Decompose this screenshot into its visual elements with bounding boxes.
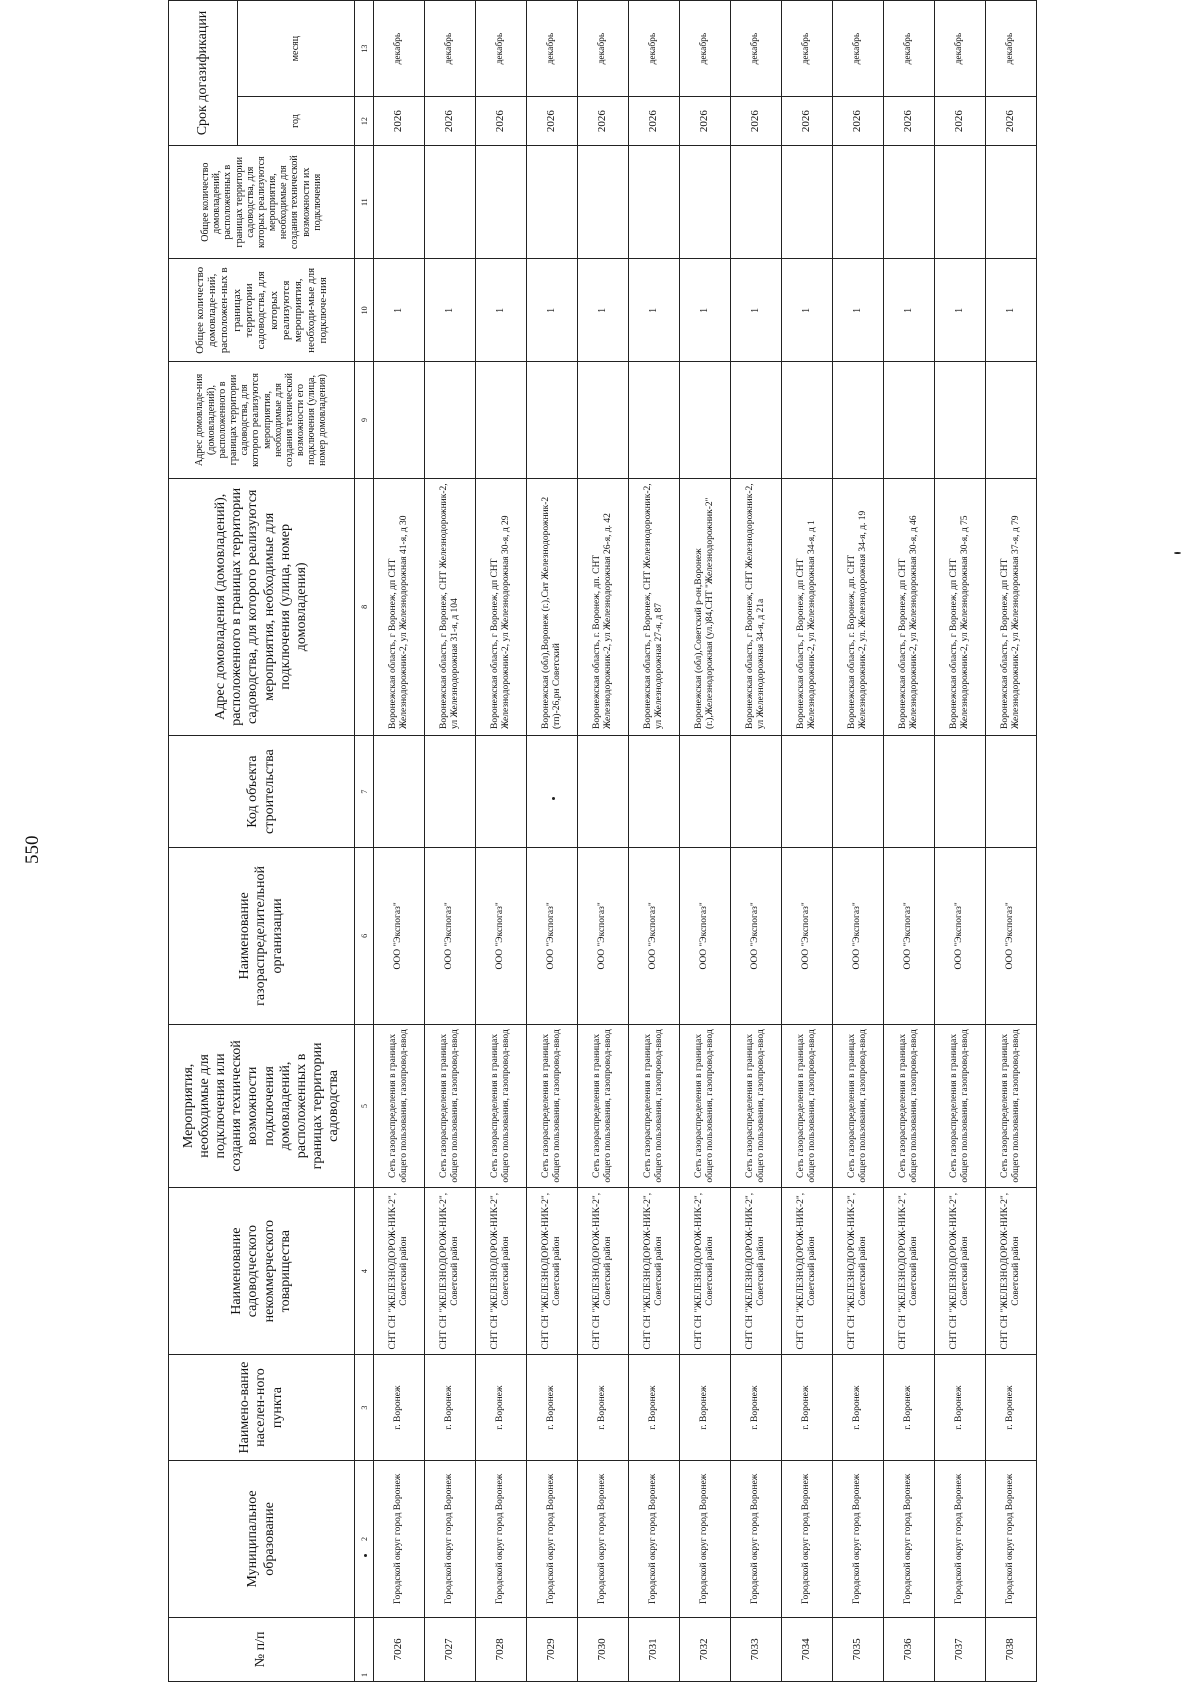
address-cell: Воронежская область, г Воронеж, дп СНТ Железнодорожник-2, ул Железнодорожная 37-я, д 79 xyxy=(986,478,1037,735)
year-cell: 2026 xyxy=(986,97,1037,146)
column-number-cell: 10 xyxy=(355,259,374,362)
address-cell: Воронежская область, г. Воронеж, дп. СНТ Железнодорожник-2, ул. Железнодорожная 34-я, д. 19 xyxy=(833,478,884,735)
object-code-cell xyxy=(629,735,680,847)
activity-cell: Сеть газораспределения в границах общего пользования, газопровод-ввод xyxy=(629,1024,680,1188)
address-cell: Воронежская область, г Воронеж, дп СНТ Железнодорожник-2, ул Железнодорожная 30-я, д 29 xyxy=(476,478,527,735)
column-number-cell: 6 xyxy=(355,848,374,1024)
table-row xyxy=(527,1,578,1682)
municipality-cell: Городской округ город Воронеж xyxy=(527,1461,578,1618)
column-number-cell: 4 xyxy=(355,1188,374,1355)
gdo-cell: ООО "Экспогаз" xyxy=(476,848,527,1024)
row-number-cell: 7028 xyxy=(476,1617,527,1681)
gdo-cell: ООО "Экспогаз" xyxy=(986,848,1037,1024)
count-connect-cell: 1 xyxy=(935,259,986,362)
table-row xyxy=(986,1,1037,1682)
count-tech-cell xyxy=(884,145,935,258)
address-tech-cell xyxy=(629,362,680,478)
activity-cell: Сеть газораспределения в границах общего пользования, газопровод-ввод xyxy=(782,1024,833,1188)
gdo-cell: ООО "Экспогаз" xyxy=(731,848,782,1024)
row-number-cell: 7032 xyxy=(680,1617,731,1681)
address-cell: Воронежская область, г Воронеж, дп СНТ Железнодорожник-2, ул Железнодорожная 30-я, д 75 xyxy=(935,478,986,735)
month-cell: декабрь xyxy=(935,1,986,97)
object-code-cell xyxy=(578,735,629,847)
address-tech-cell xyxy=(680,362,731,478)
partnership-cell: СНТ СН "ЖЕЛЕЗНОДОРОЖ-НИК-2", Советский район xyxy=(731,1188,782,1355)
object-code-cell xyxy=(884,735,935,847)
gdo-cell: ООО "Экспогаз" xyxy=(425,848,476,1024)
year-cell: 2026 xyxy=(884,97,935,146)
header-month: месяц xyxy=(238,1,355,97)
address-tech-cell xyxy=(374,362,425,478)
partnership-cell: СНТ СН "ЖЕЛЕЗНОДОРОЖ-НИК-2", Советский район xyxy=(476,1188,527,1355)
address-cell: Воронежская область, г Воронеж, дп СНТ Железнодорожник-2, ул Железнодорожная 34-я, д 1 xyxy=(782,478,833,735)
row-number-cell: 7031 xyxy=(629,1617,680,1681)
municipality-cell: Городской округ город Воронеж xyxy=(680,1461,731,1618)
activity-cell: Сеть газораспределения в границах общего пользования, газопровод-ввод xyxy=(374,1024,425,1188)
partnership-cell: СНТ СН "ЖЕЛЕЗНОДОРОЖ-НИК-2", Советский район xyxy=(578,1188,629,1355)
address-tech-cell xyxy=(782,362,833,478)
object-code-cell xyxy=(425,735,476,847)
municipality-cell: Городской округ город Воронеж xyxy=(986,1461,1037,1618)
municipality-cell: Городской округ город Воронеж xyxy=(884,1461,935,1618)
activity-cell: Сеть газораспределения в границах общего пользования, газопровод-ввод xyxy=(986,1024,1037,1188)
column-number-row xyxy=(355,1,374,1682)
scan-dot xyxy=(1174,552,1181,554)
settlement-cell: г. Воронеж xyxy=(782,1355,833,1461)
month-cell: декабрь xyxy=(629,1,680,97)
settlement-cell: г. Воронеж xyxy=(935,1355,986,1461)
header-municipality: Муниципальное образование xyxy=(169,1461,355,1618)
partnership-cell: СНТ СН "ЖЕЛЕЗНОДОРОЖ-НИК-2", Советский район xyxy=(884,1188,935,1355)
count-tech-cell xyxy=(986,145,1037,258)
count-tech-cell xyxy=(425,145,476,258)
row-number-cell: 7034 xyxy=(782,1617,833,1681)
settlement-cell: г. Воронеж xyxy=(374,1355,425,1461)
year-cell: 2026 xyxy=(629,97,680,146)
month-cell: декабрь xyxy=(578,1,629,97)
year-cell: 2026 xyxy=(578,97,629,146)
settlement-cell: г. Воронеж xyxy=(884,1355,935,1461)
year-cell: 2026 xyxy=(374,97,425,146)
address-tech-cell xyxy=(884,362,935,478)
year-cell: 2026 xyxy=(476,97,527,146)
column-number-cell: 9 xyxy=(355,362,374,478)
month-cell: декабрь xyxy=(680,1,731,97)
header-address-tech: Адрес домовладе-ния (домовладений), расположенного в границах территории садоводства, для которого реализуются мероприятия, необходимые для создания технической возможности его подключения (улица, номер домовладения) xyxy=(169,362,355,478)
year-cell: 2026 xyxy=(833,97,884,146)
count-connect-cell: 1 xyxy=(731,259,782,362)
partnership-cell: СНТ СН "ЖЕЛЕЗНОДОРОЖ-НИК-2", Советский район xyxy=(425,1188,476,1355)
municipality-cell: Городской округ город Воронеж xyxy=(476,1461,527,1618)
month-cell: декабрь xyxy=(986,1,1037,97)
object-code-cell xyxy=(782,735,833,847)
column-number-cell: 8 xyxy=(355,478,374,735)
header-num: № п/п xyxy=(169,1617,355,1681)
header-deadline: Срок догазификации xyxy=(169,1,238,146)
count-tech-cell xyxy=(935,145,986,258)
municipality-cell: Городской округ город Воронеж xyxy=(833,1461,884,1618)
address-cell: Воронежская область, г Воронеж, дп СНТ Железнодорожник-2, ул Железнодорожная 41-я, д 30 xyxy=(374,478,425,735)
count-tech-cell xyxy=(527,145,578,258)
municipality-cell: Городской округ город Воронеж xyxy=(578,1461,629,1618)
gdo-cell: ООО "Экспогаз" xyxy=(884,848,935,1024)
month-cell: декабрь xyxy=(527,1,578,97)
header-address: Адрес домовладения (домовладений), расположенного в границах территории садоводства, для которого реализуются мероприятия, необходимые для подключения (улица, номер домовладения) xyxy=(169,478,355,735)
rotated-sheet xyxy=(112,0,1200,1707)
activity-cell: Сеть газораспределения в границах общего пользования, газопровод-ввод xyxy=(935,1024,986,1188)
activity-cell: Сеть газораспределения в границах общего пользования, газопровод-ввод xyxy=(884,1024,935,1188)
activity-cell: Сеть газораспределения в границах общего пользования, газопровод-ввод xyxy=(833,1024,884,1188)
table-row xyxy=(578,1,629,1682)
row-number-cell: 7037 xyxy=(935,1617,986,1681)
gdo-cell: ООО "Экспогаз" xyxy=(629,848,680,1024)
address-cell: Воронежская область, г Воронеж, СНТ Железнодорожник-2, ул Железнодорожная 34-я, д 21а xyxy=(731,478,782,735)
count-connect-cell: 1 xyxy=(476,259,527,362)
row-number-cell: 7038 xyxy=(986,1617,1037,1681)
address-tech-cell xyxy=(527,362,578,478)
month-cell: декабрь xyxy=(884,1,935,97)
count-connect-cell: 1 xyxy=(629,259,680,362)
settlement-cell: г. Воронеж xyxy=(425,1355,476,1461)
table-row xyxy=(833,1,884,1682)
table-row xyxy=(680,1,731,1682)
table-row xyxy=(425,1,476,1682)
row-number-cell: 7033 xyxy=(731,1617,782,1681)
table-row xyxy=(374,1,425,1682)
column-number-cell: 5 xyxy=(355,1024,374,1188)
address-cell: Воронежская область, г Воронеж, дп СНТ Железнодорожник-2, ул Железнодорожная 30-я, д 46 xyxy=(884,478,935,735)
address-tech-cell xyxy=(731,362,782,478)
header-object-code: Код объекта строительства xyxy=(169,735,355,847)
settlement-cell: г. Воронеж xyxy=(629,1355,680,1461)
row-number-cell: 7035 xyxy=(833,1617,884,1681)
month-cell: декабрь xyxy=(782,1,833,97)
count-connect-cell: 1 xyxy=(884,259,935,362)
header-settlement: Наимено-вание населен-ного пункта xyxy=(169,1355,355,1461)
year-cell: 2026 xyxy=(731,97,782,146)
count-tech-cell xyxy=(833,145,884,258)
column-number-cell: 2 xyxy=(355,1461,374,1618)
partnership-cell: СНТ СН "ЖЕЛЕЗНОДОРОЖ-НИК-2", Советский район xyxy=(935,1188,986,1355)
activity-cell: Сеть газораспределения в границах общего пользования, газопровод-ввод xyxy=(578,1024,629,1188)
object-code-cell xyxy=(374,735,425,847)
gdo-cell: ООО "Экспогаз" xyxy=(935,848,986,1024)
month-cell: декабрь xyxy=(476,1,527,97)
column-number-cell: 7 xyxy=(355,735,374,847)
partnership-cell: СНТ СН "ЖЕЛЕЗНОДОРОЖ-НИК-2", Советский район xyxy=(527,1188,578,1355)
settlement-cell: г. Воронеж xyxy=(833,1355,884,1461)
object-code-cell xyxy=(935,735,986,847)
object-code-cell xyxy=(731,735,782,847)
header-row xyxy=(169,1,238,1682)
table-body xyxy=(374,1,1037,1682)
partnership-cell: СНТ СН "ЖЕЛЕЗНОДОРОЖ-НИК-2", Советский район xyxy=(680,1188,731,1355)
address-cell: Воронежская (обл),Воронеж (г.),Снт Железнодорожник-2 (тп)-26,рн Советский xyxy=(527,478,578,735)
address-tech-cell xyxy=(833,362,884,478)
address-tech-cell xyxy=(935,362,986,478)
column-number-cell: 11 xyxy=(355,145,374,258)
settlement-cell: г. Воронеж xyxy=(527,1355,578,1461)
year-cell: 2026 xyxy=(680,97,731,146)
municipality-cell: Городской округ город Воронеж xyxy=(374,1461,425,1618)
count-tech-cell xyxy=(680,145,731,258)
column-number-cell: 13 xyxy=(355,1,374,97)
settlement-cell: г. Воронеж xyxy=(680,1355,731,1461)
count-connect-cell: 1 xyxy=(425,259,476,362)
object-code-cell xyxy=(527,735,578,847)
activity-cell: Сеть газораспределения в границах общего пользования, газопровод-ввод xyxy=(425,1024,476,1188)
object-code-cell xyxy=(680,735,731,847)
address-tech-cell xyxy=(986,362,1037,478)
address-cell: Воронежская область, г Воронеж, СНТ Железнодорожник-2, ул Железнодорожная 27-я, д 87 xyxy=(629,478,680,735)
partnership-cell: СНТ СН "ЖЕЛЕЗНОДОРОЖ-НИК-2", Советский район xyxy=(374,1188,425,1355)
count-tech-cell xyxy=(731,145,782,258)
header-gdo: Наименование газораспределительной организации xyxy=(169,848,355,1024)
month-cell: декабрь xyxy=(833,1,884,97)
year-cell: 2026 xyxy=(935,97,986,146)
header-activities: Мероприятия, необходимые для подключения или создания технической возможности подключения домовладений, расположенных в границах территории садоводства xyxy=(169,1024,355,1188)
table-row xyxy=(884,1,935,1682)
row-number-cell: 7027 xyxy=(425,1617,476,1681)
activity-cell: Сеть газораспределения в границах общего пользования, газопровод-ввод xyxy=(527,1024,578,1188)
municipality-cell: Городской округ город Воронеж xyxy=(782,1461,833,1618)
row-number-cell: 7036 xyxy=(884,1617,935,1681)
gdo-cell: ООО "Экспогаз" xyxy=(680,848,731,1024)
row-number-cell: 7026 xyxy=(374,1617,425,1681)
activity-cell: Сеть газораспределения в границах общего пользования, газопровод-ввод xyxy=(680,1024,731,1188)
address-tech-cell xyxy=(425,362,476,478)
activity-cell: Сеть газораспределения в границах общего пользования, газопровод-ввод xyxy=(476,1024,527,1188)
count-tech-cell xyxy=(578,145,629,258)
settlement-cell: г. Воронеж xyxy=(476,1355,527,1461)
column-number-cell: 12 xyxy=(355,97,374,146)
municipality-cell: Городской округ город Воронеж xyxy=(629,1461,680,1618)
partnership-cell: СНТ СН "ЖЕЛЕЗНОДОРОЖ-НИК-2", Советский район xyxy=(782,1188,833,1355)
gasification-register-table xyxy=(168,0,1037,1682)
count-connect-cell: 1 xyxy=(527,259,578,362)
column-number-cell: 3 xyxy=(355,1355,374,1461)
count-tech-cell xyxy=(374,145,425,258)
address-cell: Воронежская (обл),Советский р-он,Воронеж (г.),Железнодорожная (ул.)84,СНТ "Железнодорожник-2" xyxy=(680,478,731,735)
column-number-cell: 1 xyxy=(355,1617,374,1681)
count-tech-cell xyxy=(476,145,527,258)
header-year: год xyxy=(238,97,355,146)
count-connect-cell: 1 xyxy=(833,259,884,362)
gdo-cell: ООО "Экспогаз" xyxy=(782,848,833,1024)
row-number-cell: 7029 xyxy=(527,1617,578,1681)
row-number-cell: 7030 xyxy=(578,1617,629,1681)
count-connect-cell: 1 xyxy=(374,259,425,362)
count-connect-cell: 1 xyxy=(578,259,629,362)
gdo-cell: ООО "Экспогаз" xyxy=(527,848,578,1024)
settlement-cell: г. Воронеж xyxy=(731,1355,782,1461)
gdo-cell: ООО "Экспогаз" xyxy=(374,848,425,1024)
header-count-connect: Общее количество домовладе-ний, расположен-ных в границах территории садоводства, для которых реализуются мероприятия, необходи-мые для подключе-ния xyxy=(169,259,355,362)
table-row xyxy=(782,1,833,1682)
month-cell: декабрь xyxy=(374,1,425,97)
municipality-cell: Городской округ город Воронеж xyxy=(425,1461,476,1618)
count-connect-cell: 1 xyxy=(680,259,731,362)
object-code-cell xyxy=(476,735,527,847)
partnership-cell: СНТ СН "ЖЕЛЕЗНОДОРОЖ-НИК-2", Советский район xyxy=(986,1188,1037,1355)
activity-cell: Сеть газораспределения в границах общего пользования, газопровод-ввод xyxy=(731,1024,782,1188)
count-connect-cell: 1 xyxy=(986,259,1037,362)
count-tech-cell xyxy=(782,145,833,258)
object-code-cell xyxy=(833,735,884,847)
address-tech-cell xyxy=(578,362,629,478)
table-row xyxy=(476,1,527,1682)
municipality-cell: Городской округ город Воронеж xyxy=(731,1461,782,1618)
page-number: 550 xyxy=(22,835,43,864)
year-cell: 2026 xyxy=(425,97,476,146)
count-connect-cell: 1 xyxy=(782,259,833,362)
month-cell: декабрь xyxy=(731,1,782,97)
municipality-cell: Городской округ город Воронеж xyxy=(935,1461,986,1618)
year-cell: 2026 xyxy=(782,97,833,146)
object-code-cell xyxy=(986,735,1037,847)
address-tech-cell xyxy=(476,362,527,478)
month-cell: декабрь xyxy=(425,1,476,97)
partnership-cell: СНТ СН "ЖЕЛЕЗНОДОРОЖ-НИК-2", Советский район xyxy=(629,1188,680,1355)
header-count-tech: Общее количество домовладений, расположенных в границах территории садоводства, для которых реализуются мероприятия, необходимые для создания технической возможности их подключения xyxy=(169,145,355,258)
gdo-cell: ООО "Экспогаз" xyxy=(833,848,884,1024)
partnership-cell: СНТ СН "ЖЕЛЕЗНОДОРОЖ-НИК-2", Советский район xyxy=(833,1188,884,1355)
address-cell: Воронежская область, г. Воронеж, дп. СНТ Железнодорожник-2, ул Железнодорожная 26-я, д. 42 xyxy=(578,478,629,735)
count-tech-cell xyxy=(629,145,680,258)
table-row xyxy=(731,1,782,1682)
gdo-cell: ООО "Экспогаз" xyxy=(578,848,629,1024)
settlement-cell: г. Воронеж xyxy=(986,1355,1037,1461)
settlement-cell: г. Воронеж xyxy=(578,1355,629,1461)
table-row xyxy=(935,1,986,1682)
header-partnership: Наименование садоводческого некоммерческого товарищества xyxy=(169,1188,355,1355)
year-cell: 2026 xyxy=(527,97,578,146)
address-cell: Воронежская область, г Воронеж, СНТ Железнодорожник-2, ул Железнодорожная 31-я, д 104 xyxy=(425,478,476,735)
table-row xyxy=(629,1,680,1682)
